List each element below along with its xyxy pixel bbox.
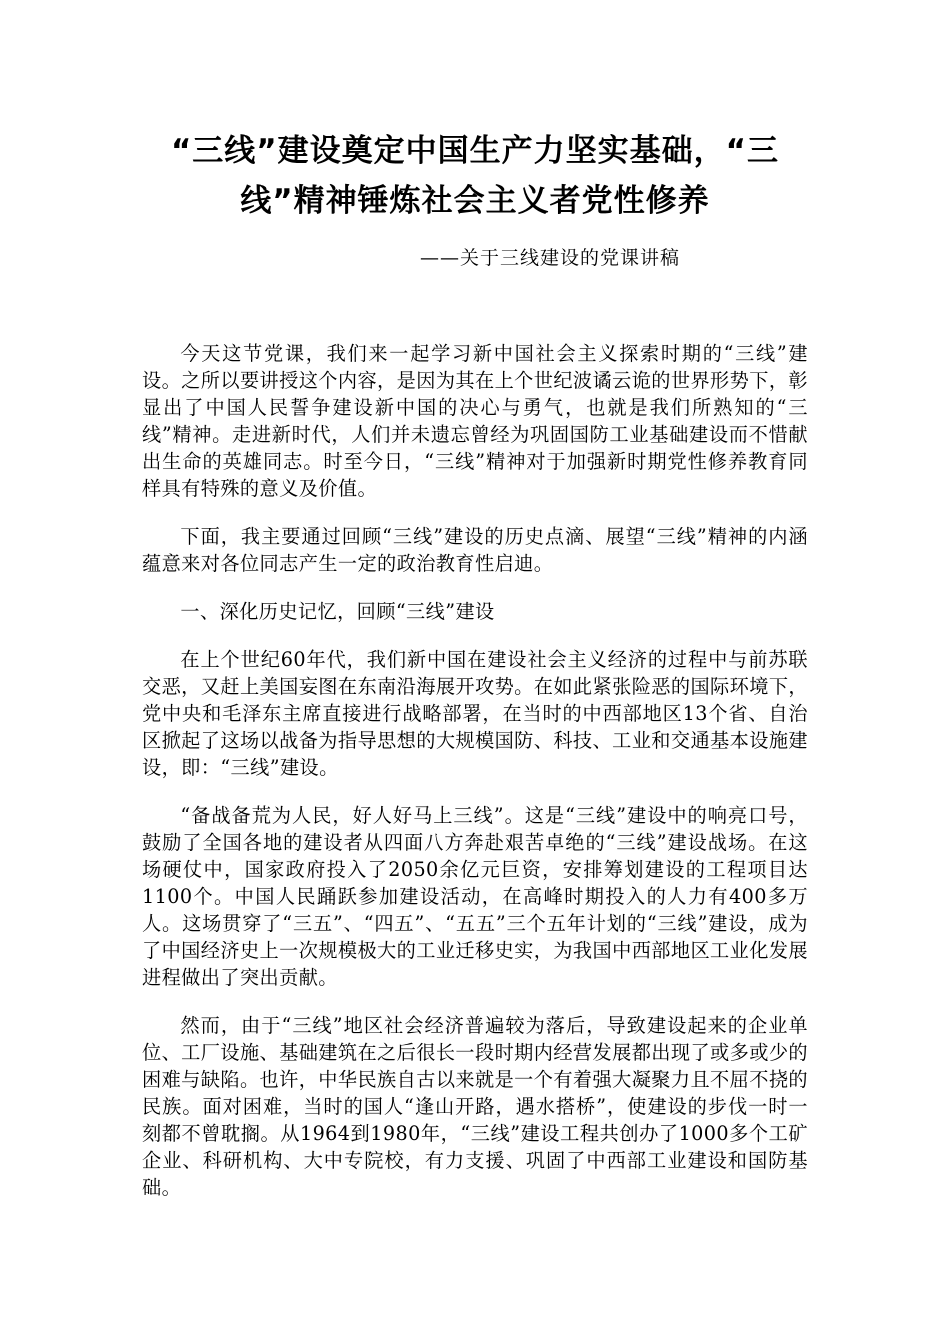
document-body <box>142 340 808 1222</box>
paragraph-overview: 下面，我主要通过回顾“三线”建设的历史点滴、展望“三线”精神的内涵蕴意来对各位同志产生一定的政治教育性启迪。 <box>142 525 808 575</box>
document-title: “三线”建设奠定中国生产力坚实基础，“三线”精神锤炼社会主义者党性修养 <box>170 133 780 219</box>
document-subtitle: ——关于三线建设的党课讲稿 <box>419 247 680 269</box>
section-heading-1: 一、深化历史记忆，回顾“三线”建设 <box>180 600 495 623</box>
paragraph-history: 在上个世纪60年代，我们新中国在建设社会主义经济的过程中与前苏联交恶，又赶上美国妄图在东南沿海展开攻势。在如此紧张险恶的国际环境下，党中央和毛泽东主席直接进行战略部署，在当时的中西部地区13个省、自治区掀起了这场以战备为指导思想的大规模国防、科技、工业和交通基本设施建设，即：“三线”建设。 <box>142 648 808 779</box>
paragraph-intro: 今天这节党课，我们来一起学习新中国社会主义探索时期的“三线”建设。之所以要讲授这个内容，是因为其在上个世纪波谲云诡的世界形势下，彰显出了中国人民誓争建设新中国的决心与勇气，也就是我们所熟知的“三线”精神。走进新时代，人们并未遗忘曾经为巩固国防工业基础建设而不惜献出生命的英雄同志。时至今日，“三线”精神对于加强新时期党性修养教育同样具有特殊的意义及价值。 <box>142 342 808 500</box>
paragraph-difficulties: 然而，由于“三线”地区社会经济普遍较为落后，导致建设起来的企业单位、工厂设施、基础建筑在之后很长一段时期内经营发展都出现了或多或少的困难与缺陷。也许，中华民族自古以来就是一个有着强大凝聚力且不屈不挠的民族。面对困难，当时的国人“逢山开路，遇水搭桥”，使建设的步伐一时一刻都不曾耽搁。从1964到1980年，“三线”建设工程共创办了1000多个工矿企业、科研机构、大中专院校，有力支援、巩固了中西部工业建设和国防基础。 <box>142 1014 808 1199</box>
paragraph-slogan: “备战备荒为人民，好人好马上三线”。这是“三线”建设中的响亮口号，鼓励了全国各地的建设者从四面八方奔赴艰苦卓绝的“三线”建设战场。在这场硬仗中，国家政府投入了2050余亿元巨资，安排筹划建设的工程项目达1100个。中国人民踊跃参加建设活动，在高峰时期投入的人力有400多万人。这场贯穿了“三五”、“四五”、“五五”三个五年计划的“三线”建设，成为了中国经济史上一次规模极大的工业迁移史实，为我国中西部地区工业化发展进程做出了突出贡献。 <box>142 804 808 989</box>
